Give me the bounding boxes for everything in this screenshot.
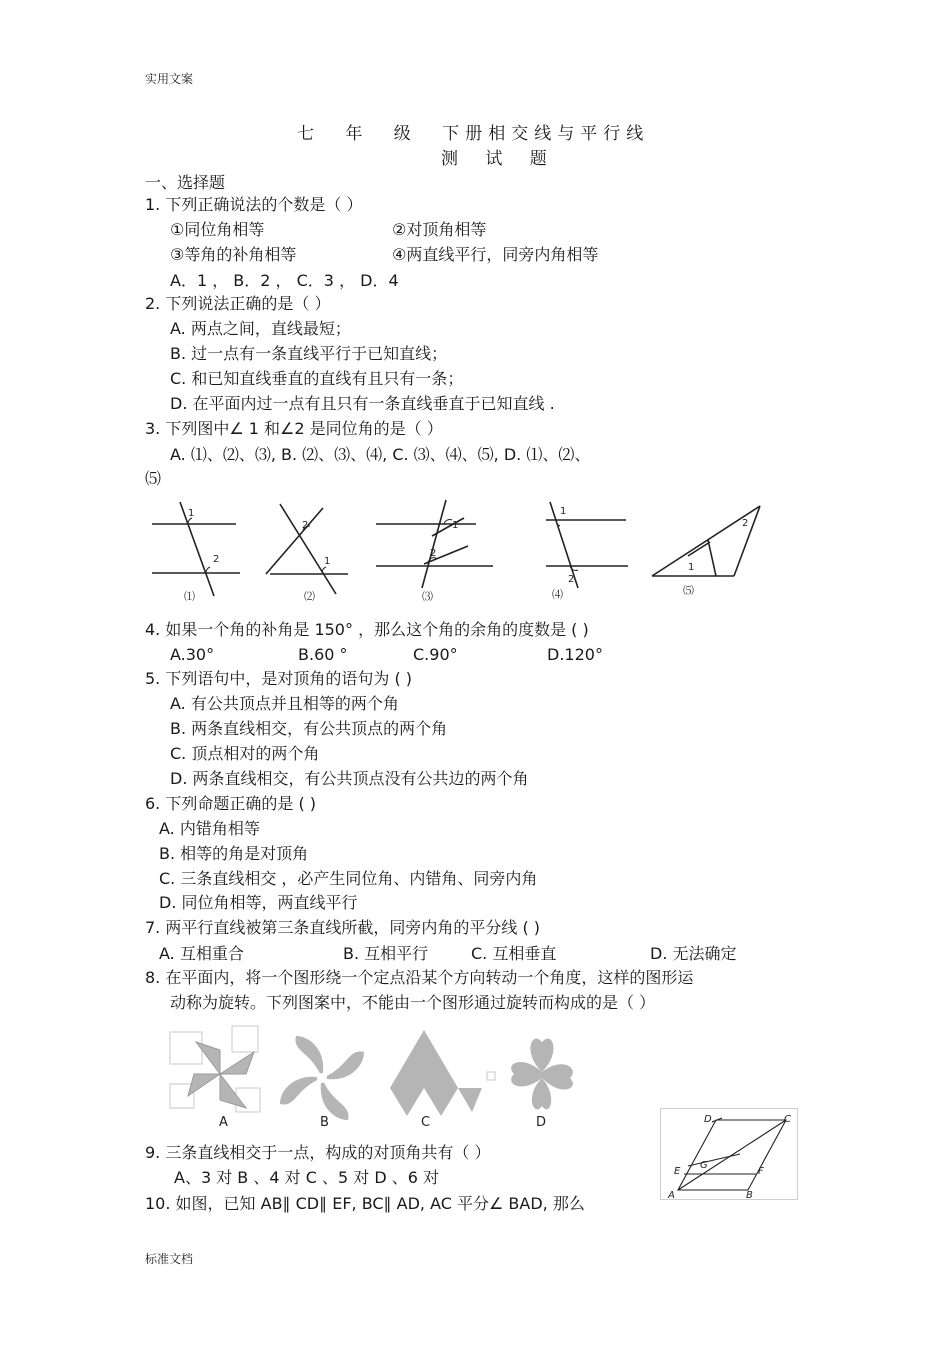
fig2-angle1-label: 1 — [324, 556, 331, 567]
q4-option-d: D.120° — [547, 645, 603, 664]
q10-label-d: D — [704, 1114, 712, 1125]
q3-figures — [148, 496, 770, 611]
fig5-angle2-label: 2 — [742, 518, 749, 529]
q6-stem: 6. 下列命题正确的是 ( ) — [145, 794, 317, 813]
q4-option-b: B.60 ° — [298, 645, 348, 664]
fig1-caption: ⑴ — [184, 590, 195, 603]
fig4-caption: ⑷ — [552, 588, 563, 601]
q10-label-b: B — [746, 1190, 753, 1200]
q7-option-a: A. 互相重合 — [159, 944, 244, 963]
q5-option-d: D. 两条直线相交，有公共顶点没有公共边的两个角 — [170, 769, 529, 788]
q10-label-f: F — [758, 1166, 764, 1177]
fig2-angle2-label: 2 — [302, 520, 309, 531]
q9-options: A、3 对 B 、4 对 C 、5 对 D 、6 对 — [174, 1168, 439, 1187]
q10-label-a: A — [668, 1190, 675, 1200]
q10-label-e: E — [674, 1166, 681, 1177]
q7-option-d: D. 无法确定 — [650, 944, 737, 963]
pattern-c — [390, 1030, 495, 1116]
q3-options-wrap: ⑸ — [145, 469, 162, 488]
q1-stem: 1. 下列正确说法的个数是（ ） — [145, 195, 363, 214]
fig3-angle1-label: 1 — [452, 520, 459, 531]
q4-option-c: C.90° — [413, 645, 458, 664]
q2-option-c: C. 和已知直线垂直的直线有且只有一条； — [170, 369, 464, 388]
q1-statement-4: ④两直线平行，同旁内角相等 — [392, 245, 599, 264]
q10-figure — [660, 1108, 798, 1200]
q1-options: A．1 ， B．2 ， C．3 ， D．4 — [170, 271, 399, 290]
q10-stem: 10. 如图，已知 AB∥ CD∥ EF, BC∥ AD, AC 平分∠ BAD, 那么 — [145, 1194, 585, 1213]
q6-option-b: B. 相等的角是对顶角 — [159, 844, 309, 863]
pattern-c-label: C — [421, 1115, 431, 1130]
q10-label-c: C — [784, 1114, 791, 1125]
q5-option-b: B. 两条直线相交，有公共顶点的两个角 — [170, 719, 448, 738]
q3-options: A. ⑴、⑵、⑶, B. ⑵、⑶、⑷, C. ⑶、⑷、⑸, D. ⑴、⑵、 — [170, 445, 591, 464]
q3-stem: 3. 下列图中∠ 1 和∠2 是同位角的是（ ） — [145, 419, 443, 438]
title-line2: 测 试 题 — [441, 149, 553, 169]
q1-statement-3: ③等角的补角相等 — [170, 245, 297, 264]
q6-option-c: C. 三条直线相交 ，必产生同位角、内错角、同旁内角 — [159, 869, 538, 888]
q7-option-c: C. 互相垂直 — [471, 944, 557, 963]
q5-option-c: C. 顶点相对的两个角 — [170, 744, 320, 763]
q2-option-b: B. 过一点有一条直线平行于已知直线； — [170, 344, 448, 363]
q8-stem-line2: 动称为旋转。下列图案中，不能由一个图形通过旋转而构成的是（ ） — [170, 993, 656, 1012]
q2-option-a: A. 两点之间，直线最短； — [170, 319, 351, 338]
fig3-caption: ⑶ — [422, 590, 433, 603]
fig4-angle2-label: 2 — [568, 574, 575, 585]
pattern-d-label: D — [536, 1115, 547, 1130]
pattern-a — [170, 1026, 260, 1112]
fig4-angle1-label: 1 — [560, 506, 567, 517]
q10-label-g: G — [700, 1160, 708, 1171]
q1-statement-1: ①同位角相等 — [170, 220, 265, 239]
q7-stem: 7. 两平行直线被第三条直线所截，同旁内角的平分线 ( ) — [145, 918, 541, 937]
q2-option-d: D. 在平面内过一点有且只有一条直线垂直于已知直线 . — [170, 394, 555, 413]
page-header: 实用文案 — [145, 72, 194, 86]
q8-patterns — [162, 1022, 592, 1134]
pattern-a-label: A — [219, 1115, 228, 1130]
fig3-angle2-label: 2 — [430, 548, 437, 559]
q6-option-a: A. 内错角相等 — [159, 819, 260, 838]
pattern-b-label: B — [320, 1115, 329, 1130]
q1-statement-2: ②对顶角相等 — [392, 220, 487, 239]
fig1-angle2-label: 2 — [213, 554, 220, 565]
q4-option-a: A.30° — [170, 645, 215, 664]
q9-stem: 9. 三条直线相交于一点，构成的对顶角共有（ ） — [145, 1143, 491, 1162]
q6-option-d: D. 同位角相等，两直线平行 — [159, 893, 358, 912]
fig5-angle1-label: 1 — [688, 562, 695, 573]
q4-stem: 4. 如果一个角的补角是 150° ，那么这个角的余角的度数是 ( ) — [145, 620, 589, 639]
fig2-caption: ⑵ — [304, 590, 315, 603]
fig5-caption: ⑸ — [683, 584, 694, 597]
q8-stem-line1: 8. 在平面内，将一个图形绕一个定点沿某个方向转动一个角度，这样的图形运 — [145, 968, 694, 987]
q5-stem: 5. 下列语句中，是对顶角的语句为 ( ) — [145, 669, 413, 688]
pattern-b — [280, 1036, 364, 1120]
section-heading: 一、选择题 — [145, 173, 226, 192]
pattern-d — [511, 1039, 573, 1110]
page-footer: 标准文档 — [145, 1252, 194, 1266]
fig1-angle1-label: 1 — [188, 508, 195, 519]
q7-option-b: B. 互相平行 — [343, 944, 429, 963]
q5-option-a: A. 有公共顶点并且相等的两个角 — [170, 694, 399, 713]
title-line1: 七 年 级 下册相交线与平行线 — [297, 124, 650, 144]
q2-stem: 2. 下列说法正确的是（ ） — [145, 294, 331, 313]
